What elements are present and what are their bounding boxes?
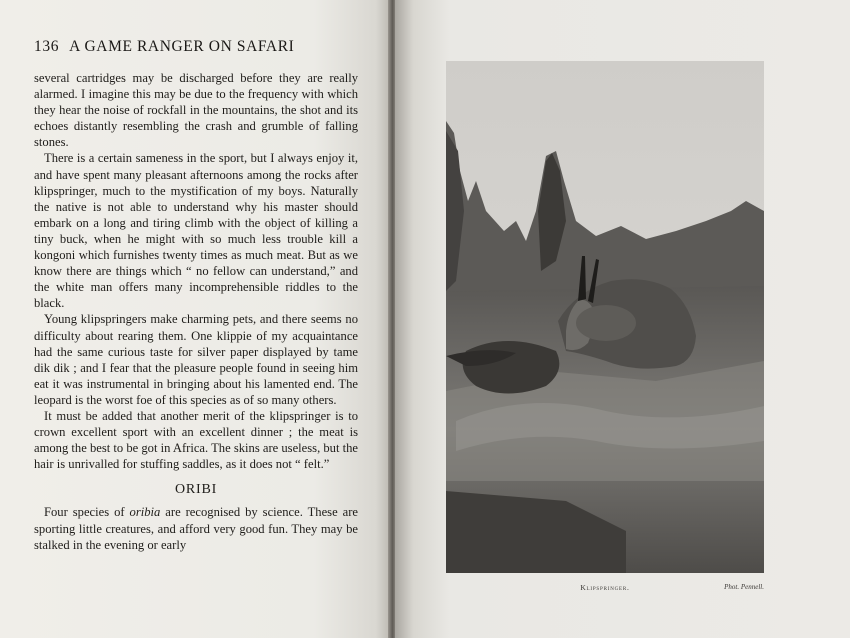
paragraph-text: Four species of — [44, 505, 130, 520]
page-number: 136 — [34, 38, 60, 55]
paragraph: There is a certain sameness in the sport, but I always enjoy it, and have spent many pleasant afternoons among the rocks after klipspringer, much to the mystification of my boys. Naturally the native is not able to understand why his master should embark on a long and tiring climb with the object of killing a tiny buck, when he might with so much less trouble kill a kongoni which furnishes twenty times as much meat. But as we know there are things which “ no fellow can understand,” and the white man offers many incomprehensible riddles to the black. — [34, 151, 358, 311]
klipspringer-photo — [446, 61, 764, 573]
section-heading: ORIBI — [174, 482, 218, 498]
paragraph-text: are recognised by science. These are sporting little creatures, and afford very good fun. They may be stalked in the evening or early — [34, 505, 358, 552]
running-head — [34, 38, 364, 56]
plate-credit: Phot. Pennell. — [724, 583, 764, 591]
paragraph-italic-text: oribia — [129, 505, 161, 520]
left-page — [0, 0, 392, 638]
paragraph: several cartridges may be discharged before they are really alarmed. I imagine this may be due to the frequency with which they hear the noise of rockfall in the mountains, the shot and its echoes distantly resembling the crash and grumble of falling stones. — [34, 71, 358, 150]
running-head-title: A GAME RANGER ON SAFARI — [69, 38, 295, 55]
body-text — [34, 70, 358, 553]
klipspringer-photo-image — [446, 61, 764, 573]
paragraph — [34, 504, 358, 552]
paragraph: It must be added that another merit of the klipspringer is to crown excellent sport with an excellent dinner ; the meat is among the best to be got in Africa. The skins are useless, but the hair is unrivalled for stuffing saddles, as it does not “ felt.” — [34, 408, 358, 472]
paragraph: Young klipspringers make charming pets, and there seems no difficulty about rearing them. One klippie of my acquaintance had the same curious taste for silver paper displayed by tame dik dik ; and I fear that the pleasure people found in seeing him eat it was instrumental in bringing about his lamented end. The leopard is the worst foe of this species as of so many others. — [34, 312, 358, 407]
plate-caption-title: Klipspringer. — [580, 583, 630, 592]
